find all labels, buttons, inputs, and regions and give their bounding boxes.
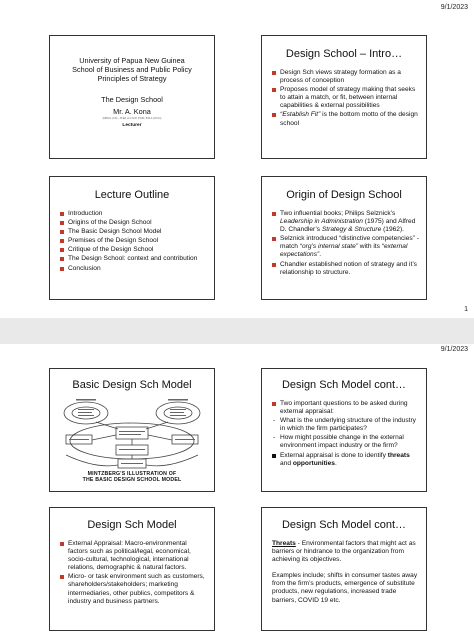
text-run: .: [319, 251, 322, 259]
bullet-list: [50, 210, 214, 273]
slide-model-cont-1: [261, 368, 427, 492]
slide-basic-model: [49, 368, 215, 492]
italic-quote: “external expectations”: [280, 243, 408, 259]
motto-quote: “Establish Fit”: [280, 111, 321, 119]
diagram-caption: [56, 471, 208, 483]
slide-heading: Basic Design Sch Model: [72, 379, 192, 391]
page-date: 9/1/2023: [440, 346, 468, 353]
slide-model-cont-2: [261, 507, 427, 631]
slide-model: [49, 507, 215, 631]
book-title: Strategy & Structure: [321, 226, 382, 234]
lecturer-credentials: (MPHIL (CS) – B.Ed, A.C.M.P, PGDI, B.B.A (OCC)): [102, 117, 162, 120]
list-item: [272, 452, 420, 468]
lecturer-role: Lecturer: [122, 123, 142, 128]
italic-quote: “org’s internal state”: [299, 243, 358, 251]
list-item: Chandler established notion of strategy and it’s relationship to structure.: [272, 261, 420, 277]
list-item: Origins of the Design School: [60, 219, 208, 227]
slide-heading: Origin of Design School: [286, 189, 402, 201]
bullet-list: [50, 540, 214, 606]
slide-outline: [49, 176, 215, 300]
document-page-2: [0, 344, 474, 632]
list-item: Design Sch views strategy formation as a process of conception: [272, 69, 420, 85]
list-item: - What is the underlying structure of the industry in which the firm participates?: [272, 417, 420, 433]
bold-term: threats: [387, 451, 410, 459]
text-run: (1962).: [381, 226, 405, 234]
list-item: [272, 210, 420, 234]
text-run: (1975) and Alfred D. Chandler’s: [280, 218, 416, 234]
list-item: Critique of the Design School: [60, 246, 208, 254]
university-name: University of Papua New Guinea: [79, 56, 185, 65]
bullet-list: [262, 69, 426, 128]
slide-heading: Design Sch Model cont…: [281, 519, 407, 531]
threats-paragraph: [262, 540, 426, 564]
text-run: with its: [357, 243, 382, 251]
list-item: - How might possible change in the external environment impact industry or the firm?: [272, 434, 420, 450]
list-item: Micro- or task environment such as customers, shareholders/stakeholders; marketing intermediaries, other publics, competitors & industry and business partners.: [60, 573, 208, 605]
list-item: Two important questions to be asked during external appraisal:: [272, 400, 420, 416]
book-title: Leadership in Administration: [280, 218, 363, 226]
list-item: Proposes model of strategy making that seeks to attain a match, or fit, between internal capabilities & external possibilities: [272, 86, 420, 110]
list-item: Conclusion: [60, 265, 208, 273]
list-item: Premises of the Design School: [60, 237, 208, 245]
list-item: [272, 235, 420, 259]
bold-term: opportunities: [292, 459, 335, 467]
slide-origin: [261, 176, 427, 300]
list-item: The Design School: context and contribution: [60, 255, 208, 263]
text-run: Selznick introduced “distinctive competencies” - match: [280, 235, 419, 251]
slide-intro: [261, 35, 427, 159]
presentation-subtitle: The Design School: [101, 95, 163, 104]
bullet-list: [262, 400, 426, 468]
page-number: 1: [464, 306, 468, 313]
text-run: External appraisal is done to identify: [280, 451, 388, 459]
page-date: 9/1/2023: [440, 4, 468, 11]
slide-heading: Lecture Outline: [94, 189, 170, 201]
slide-heading: Design Sch Model cont…: [281, 379, 407, 391]
slide-heading: Design Sch Model: [87, 519, 177, 531]
list-item: The Basic Design School Model: [60, 228, 208, 236]
course-name: Principles of Strategy: [97, 74, 167, 83]
text-run: and: [280, 459, 293, 467]
list-item: External Appraisal: Macro-environmental factors such as political/legal, economical, socio-cultural, technological, international relations, demographic & natural factors.: [60, 540, 208, 572]
threats-text: - Environmental factors that might act as barriers or hindrance to the organization from achieving its objectives.: [272, 540, 416, 564]
lecturer-name: Mr. A. Kona: [113, 107, 151, 116]
text-run: Two influential books; Philips Selznick’s: [280, 210, 396, 217]
design-school-model-diagram: [56, 395, 208, 471]
threats-label: Threats: [272, 540, 296, 547]
caption-line: MINTZBERG'S ILLUSTRATION OF: [87, 471, 177, 477]
list-item: [272, 111, 420, 127]
slide-heading: Design School – Intro…: [285, 48, 403, 60]
bullet-list: [262, 210, 426, 277]
caption-line: THE BASIC DESIGN SCHOOL MODEL: [82, 477, 182, 483]
motto-rest: is the bottom motto of the design school: [280, 111, 418, 127]
list-item: Introduction: [60, 210, 208, 218]
examples-paragraph: Examples include; shifts in consumer tastes away from the firm’s products, emergence of substitute products, new regulations, increased trade barriers, COVID 19 etc.: [272, 572, 418, 604]
slide-title: [49, 35, 215, 159]
text-run: .: [334, 459, 337, 467]
school-name: School of Business and Public Policy: [72, 65, 192, 74]
